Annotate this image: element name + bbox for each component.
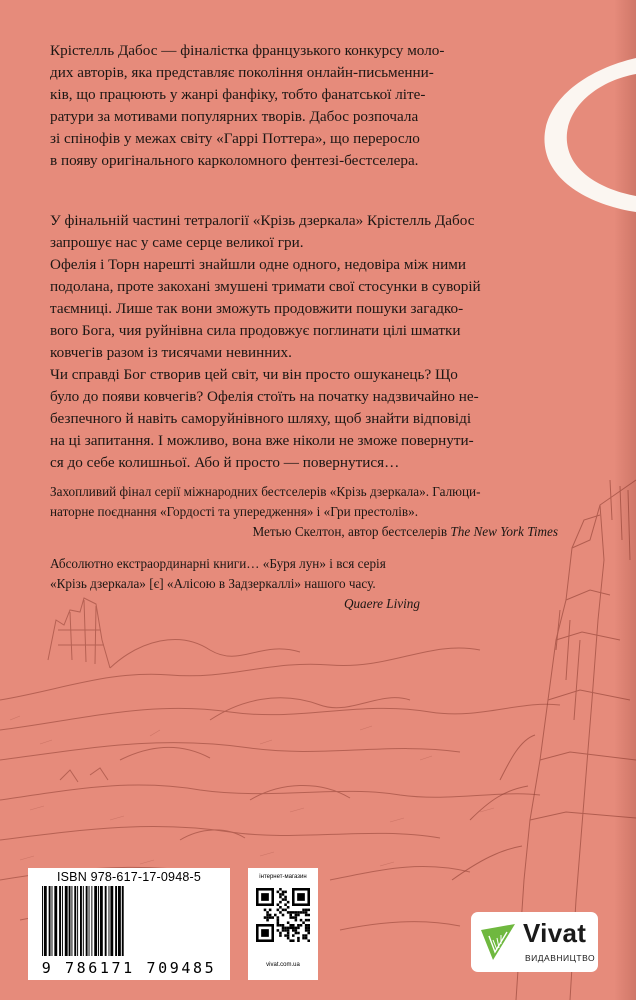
author-bio-line: ратури за мотивами популярних творів. Дабос розпочала bbox=[50, 108, 419, 125]
qr-module bbox=[289, 927, 292, 930]
qr-module bbox=[279, 893, 282, 896]
qr-module bbox=[300, 911, 303, 914]
synopsis-line: У фінальній частині тетралогії «Крізь дзеркала» Крістелль Дабос bbox=[50, 212, 475, 229]
barcode-bar bbox=[44, 886, 47, 956]
barcode-bar bbox=[98, 886, 99, 956]
barcode-bar bbox=[110, 886, 113, 956]
author-bio-line: зі спінофів у межах світу «Гаррі Поттера», що переросло bbox=[50, 130, 420, 147]
qr-module bbox=[292, 939, 295, 942]
barcode-bar bbox=[109, 886, 110, 956]
isbn-label: ISBN 978-617-17-0948-5 bbox=[56, 870, 202, 884]
qr-module bbox=[284, 909, 287, 912]
qr-module bbox=[305, 929, 308, 932]
barcode-bar bbox=[77, 886, 78, 956]
qr-module bbox=[271, 916, 274, 919]
qr-module bbox=[292, 924, 295, 927]
qr-module bbox=[279, 888, 282, 891]
qr-module bbox=[307, 914, 310, 917]
barcode-bar bbox=[42, 886, 43, 956]
qr-module bbox=[292, 929, 295, 932]
review-publication: The New York Times bbox=[450, 524, 558, 539]
review-author: Метью Скелтон, автор бестселерів bbox=[252, 524, 451, 539]
barcode-bar bbox=[65, 886, 68, 956]
qr-module bbox=[287, 901, 290, 904]
qr-module bbox=[287, 927, 290, 930]
publisher-subtitle: ВИДАВНИЦТВО bbox=[525, 953, 596, 963]
qr-module bbox=[277, 903, 280, 906]
synopsis-line: на ці запитання. І можливо, вона вже ніколи не зможе повернути- bbox=[50, 432, 474, 449]
qr-module bbox=[305, 911, 308, 914]
qr-module bbox=[295, 916, 298, 919]
publisher-logo bbox=[471, 912, 598, 972]
author-bio-line: в появу оригінального карколомного фентезі-бестселера. bbox=[50, 152, 419, 169]
synopsis-line: Офелія і Торн нарешті знайшли одне одного, недовіра між ними bbox=[50, 256, 466, 273]
synopsis-line: подолана, проте закохані змушені тримати свої стосунки в суворій bbox=[50, 278, 481, 295]
book-synopsis bbox=[50, 210, 558, 474]
qr-module bbox=[295, 927, 298, 930]
qr-module bbox=[302, 937, 305, 940]
qr-module bbox=[307, 909, 310, 912]
qr-module bbox=[295, 919, 298, 922]
qr-module bbox=[277, 916, 280, 919]
qr-module bbox=[287, 906, 290, 909]
synopsis-line: безпечного й навіть саморуйнівного шляху, щоб знайти відповіді bbox=[50, 410, 472, 427]
qr-module bbox=[277, 929, 280, 932]
qr-module bbox=[284, 891, 287, 894]
qr-module bbox=[277, 909, 280, 912]
barcode-bar bbox=[91, 886, 92, 956]
qr-module bbox=[274, 914, 277, 917]
qr-module bbox=[289, 916, 292, 919]
barcode-bar bbox=[69, 886, 71, 956]
qr-module bbox=[282, 927, 285, 930]
barcode-bar bbox=[71, 886, 72, 956]
qr-module bbox=[279, 901, 282, 904]
qr-top-label: інтернет-магазин bbox=[259, 874, 307, 880]
qr-module bbox=[302, 911, 305, 914]
qr-module bbox=[307, 919, 310, 922]
synopsis-line: запрошує нас у саме серце великої гри. bbox=[50, 234, 304, 251]
barcode-bar bbox=[74, 886, 76, 956]
qr-module bbox=[266, 916, 269, 919]
qr-module bbox=[307, 929, 310, 932]
qr-module bbox=[287, 911, 290, 914]
qr-module bbox=[307, 924, 310, 927]
qr-module bbox=[297, 927, 300, 930]
qr-module bbox=[266, 914, 269, 917]
qr-module bbox=[284, 898, 287, 901]
author-bio-line: дих авторів, яка представляє покоління онлайн-письменни- bbox=[50, 64, 434, 81]
qr-module bbox=[287, 932, 290, 935]
qr-module bbox=[307, 927, 310, 930]
qr-module bbox=[269, 909, 272, 912]
qr-module bbox=[279, 932, 282, 935]
qr-module bbox=[279, 911, 282, 914]
synopsis-line: Чи справді Бог створив цей світ, чи він просто ошуканець? Що bbox=[50, 366, 458, 383]
qr-module bbox=[307, 939, 310, 942]
qr-module bbox=[305, 924, 308, 927]
qr-module bbox=[287, 937, 290, 940]
qr-module bbox=[279, 924, 282, 927]
barcode-bar bbox=[62, 886, 63, 956]
review-attribution bbox=[50, 594, 558, 614]
qr-module bbox=[292, 934, 295, 937]
qr-module bbox=[300, 919, 303, 922]
qr-module bbox=[266, 911, 269, 914]
barcode-bar bbox=[59, 886, 61, 956]
barcode-bar bbox=[54, 886, 57, 956]
qr-module bbox=[279, 896, 282, 899]
qr-module bbox=[300, 924, 303, 927]
qr-module bbox=[264, 909, 267, 912]
qr-code-panel bbox=[248, 868, 318, 980]
qr-module bbox=[295, 914, 298, 917]
qr-module bbox=[287, 934, 290, 937]
qr-module bbox=[295, 911, 298, 914]
qr-module bbox=[305, 937, 308, 940]
qr-module bbox=[277, 924, 280, 927]
qr-module bbox=[292, 911, 295, 914]
barcode-bar bbox=[105, 886, 107, 956]
barcode-bar bbox=[122, 886, 124, 956]
qr-module bbox=[282, 898, 285, 901]
qr-module bbox=[289, 911, 292, 914]
synopsis-line: було до появи ковчегів? Офелія стоїть на початку надзвичайно не- bbox=[50, 388, 479, 405]
qr-module bbox=[279, 906, 282, 909]
publisher-name: Vivat bbox=[523, 918, 587, 948]
qr-code bbox=[256, 888, 310, 942]
qr-module bbox=[297, 924, 300, 927]
qr-module bbox=[269, 916, 272, 919]
qr-module bbox=[305, 909, 308, 912]
qr-module bbox=[297, 911, 300, 914]
qr-module bbox=[305, 914, 308, 917]
review-line: Захопливий фінал серії міжнародних бестселерів «Крізь дзеркала». Галюци- bbox=[50, 484, 481, 499]
qr-module bbox=[305, 919, 308, 922]
qr-module bbox=[295, 929, 298, 932]
qr-module bbox=[297, 932, 300, 935]
qr-module bbox=[307, 932, 310, 935]
qr-module bbox=[264, 916, 267, 919]
qr-module bbox=[292, 916, 295, 919]
qr-module bbox=[305, 927, 308, 930]
qr-module bbox=[282, 891, 285, 894]
barcode-bar bbox=[83, 886, 84, 956]
barcode-bar bbox=[94, 886, 97, 956]
qr-module bbox=[292, 927, 295, 930]
qr-module bbox=[295, 932, 298, 935]
qr-finder bbox=[261, 929, 269, 937]
author-bio-line: Крістелль Дабос — фіналістка французького конкурсу моло- bbox=[50, 42, 445, 59]
synopsis-line: вого Бога, чия руйнівна сила продовжує поглинати цілі шматки bbox=[50, 322, 461, 339]
vivat-leaf-icon bbox=[479, 922, 517, 964]
barcode-bar bbox=[100, 886, 103, 956]
qr-module bbox=[287, 921, 290, 924]
review-publication: Quaere Living bbox=[343, 596, 420, 611]
author-bio bbox=[50, 40, 558, 172]
barcode-bar bbox=[115, 886, 117, 956]
qr-module bbox=[284, 934, 287, 937]
qr-module bbox=[282, 929, 285, 932]
qr-module bbox=[282, 924, 285, 927]
barcode-bar bbox=[89, 886, 90, 956]
barcode-bar bbox=[118, 886, 121, 956]
qr-module bbox=[284, 927, 287, 930]
qr-module bbox=[302, 934, 305, 937]
qr-module bbox=[297, 939, 300, 942]
isbn-barcode bbox=[28, 868, 230, 980]
synopsis-line: ковчегів разом із тисячами невинних. bbox=[50, 344, 292, 361]
barcode-digits: 9 786171 709485 bbox=[41, 959, 217, 977]
review-line: «Крізь дзеркала» [є] «Алісою в Задзеркаллі» нашого часу. bbox=[50, 576, 376, 591]
qr-module bbox=[289, 914, 292, 917]
qr-module bbox=[297, 914, 300, 917]
qr-module bbox=[284, 929, 287, 932]
qr-module bbox=[277, 921, 280, 924]
synopsis-line: таємниці. Лише так вони зможуть продовжити пошуки загадко- bbox=[50, 300, 464, 317]
qr-module bbox=[279, 934, 282, 937]
qr-module bbox=[289, 939, 292, 942]
qr-module bbox=[269, 914, 272, 917]
qr-module bbox=[302, 921, 305, 924]
qr-module bbox=[284, 896, 287, 899]
qr-finder bbox=[297, 893, 305, 901]
qr-module bbox=[277, 891, 280, 894]
qr-module bbox=[282, 914, 285, 917]
qr-module bbox=[287, 929, 290, 932]
barcode-bar bbox=[86, 886, 88, 956]
review-quote-1 bbox=[50, 482, 558, 542]
qr-module bbox=[297, 937, 300, 940]
qr-finder bbox=[261, 893, 269, 901]
barcode-bar bbox=[49, 886, 51, 956]
qr-module bbox=[282, 893, 285, 896]
qr-url-label: vivat.com.ua bbox=[266, 962, 300, 968]
barcode-bar bbox=[80, 886, 82, 956]
qr-module bbox=[282, 909, 285, 912]
qr-module bbox=[284, 903, 287, 906]
barcode-bars bbox=[38, 886, 220, 956]
barcode-bar bbox=[52, 886, 53, 956]
review-attribution bbox=[50, 522, 558, 542]
qr-module bbox=[302, 909, 305, 912]
author-bio-line: ків, що працюють у жанрі фанфіку, тобто фанатської літе- bbox=[50, 86, 426, 103]
synopsis-line: ся до себе колишньої. Або й просто — повернутися… bbox=[50, 454, 400, 471]
qr-module bbox=[305, 934, 308, 937]
qr-module bbox=[289, 924, 292, 927]
review-line: Абсолютно екстраординарні книги… «Буря лун» і вся серія bbox=[50, 556, 386, 571]
qr-module bbox=[266, 919, 269, 922]
review-quote-2 bbox=[50, 554, 558, 614]
qr-module bbox=[277, 919, 280, 922]
review-line: наторне поєднання «Гордості та упередження» і «Гри престолів». bbox=[50, 504, 419, 519]
